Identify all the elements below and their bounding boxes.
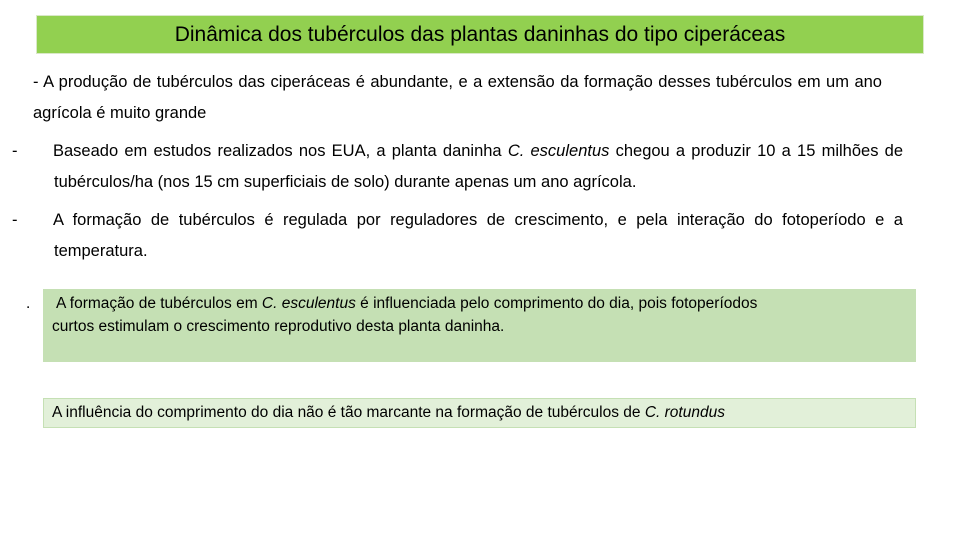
slide-title: Dinâmica dos tubérculos das plantas daninhas do tipo ciperáceas bbox=[36, 15, 924, 54]
paragraph-production bbox=[33, 67, 882, 129]
paragraph-text-before: A formação de tubérculos em bbox=[56, 295, 262, 312]
species-name: C. rotundus bbox=[644, 404, 725, 421]
paragraph-text-before: A influência do comprimento do dia não é tão marcante na formação de tubérculos de bbox=[52, 404, 645, 421]
species-name: C. esculentus bbox=[261, 295, 356, 312]
bullet-dash: - bbox=[12, 142, 18, 160]
paragraph-text-after: chegou a produzir 10 a 15 milhões de tubérculos/ha (nos 15 cm superficiais de solo) durante apenas um ano agrícola. bbox=[54, 142, 904, 191]
paragraph-rotundus bbox=[52, 402, 725, 423]
paragraph-text-after: é influenciada pelo comprimento do dia, pois fotoperíodos bbox=[355, 295, 758, 312]
paragraph-photoperiod bbox=[26, 292, 906, 338]
paragraph-text-before: Baseado em estudos realizados nos EUA, a planta daninha bbox=[53, 142, 508, 160]
paragraph-text: A produção de tubérculos das ciperáceas é abundante, e a extensão da formação desses tubérculos em um ano agrícola é muito grande bbox=[33, 73, 882, 122]
species-name: C. esculentus bbox=[507, 142, 610, 160]
paragraph-usa-study bbox=[12, 136, 904, 198]
bullet-dot: . bbox=[26, 295, 31, 312]
paragraph-text-line2: curtos estimulam o crescimento reprodutivo desta planta daninha. bbox=[52, 318, 505, 335]
paragraph-regulation bbox=[12, 205, 903, 267]
paragraph-text: A formação de tubérculos é regulada por reguladores de crescimento, e pela interação do fotoperíodo e a temperatura. bbox=[53, 211, 903, 260]
bullet-dash: - bbox=[12, 211, 18, 229]
bullet-dash: - bbox=[33, 73, 39, 91]
